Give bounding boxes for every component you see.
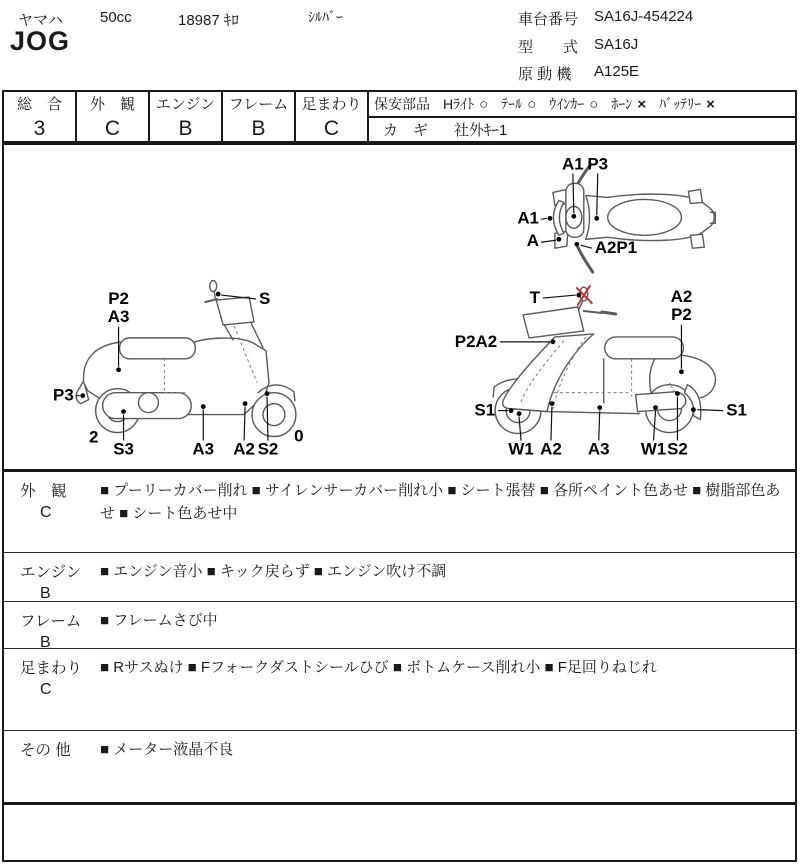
condition-notes: ■ エンジン音小 ■ キック戻らず ■ エンジン吹け不調 [100, 563, 447, 580]
condition-notes: ■ プーリーカバー削れ ■ サイレンサーカバー削れ小 ■ シート張替 ■ 各所ペイント色あせ ■ 樹脂部色あせ ■ シート色あせ中 [100, 482, 781, 522]
rating-frame [223, 92, 296, 141]
engine-code-row [518, 63, 639, 84]
damage-label: A3 [107, 306, 130, 326]
safety-parts-title: 保安部品 [374, 96, 430, 112]
model-code-label: 型 式 [518, 39, 579, 56]
damage-label: T [529, 288, 540, 308]
condition-label: その 他 [20, 742, 71, 759]
condition-grade: C [40, 504, 52, 521]
status-mark: ○ [479, 95, 489, 113]
rating-value: C [323, 117, 340, 140]
damage-label: S2 [257, 439, 279, 459]
rating-label: 総 合 [16, 96, 62, 113]
condition-notes-table [2, 471, 797, 804]
key-label: カ ギ [383, 122, 429, 139]
rating-label: 足まわり [301, 96, 362, 113]
damage-diagram-box [2, 143, 797, 471]
scooter-right-side-view [455, 286, 747, 458]
rating-label: 外 観 [89, 96, 135, 113]
chassis-number-value: SA16J-454224 [594, 8, 694, 25]
condition-label: 外 観 [20, 483, 67, 500]
damage-label: A2 [233, 439, 255, 459]
engine-code-value: A125E [594, 63, 640, 80]
rating-value: B [178, 117, 193, 140]
condition-grade: B [40, 634, 51, 651]
condition-row-other [4, 731, 795, 802]
tread-depth-front: 0 [294, 426, 304, 446]
damage-label: P2 [671, 304, 692, 324]
damage-label: W1 [640, 439, 667, 459]
model-name: JOG [10, 26, 71, 56]
damage-label: A1 [517, 208, 539, 228]
damage-label: A2P1 [594, 238, 638, 258]
damage-label: A [526, 231, 539, 251]
sales-point-empty-box [2, 804, 797, 862]
condition-label: フレーム [20, 613, 82, 630]
scooter-top-view [517, 155, 715, 273]
body-color: ｼﾙﾊﾞｰ [308, 9, 343, 25]
status-mark: × [706, 95, 715, 113]
damage-label: A1 [562, 154, 584, 174]
damage-label: A2 [540, 439, 562, 459]
status-mark: ○ [527, 95, 537, 113]
chassis-number-row [518, 8, 693, 29]
model-code-value: SA16J [594, 36, 639, 53]
damage-label: A3 [587, 439, 610, 459]
rating-engine [150, 92, 223, 141]
safety-item-horn: ﾎｰﾝ × [611, 95, 647, 113]
model-code-row [518, 36, 638, 57]
condition-notes: ■ フレームさび中 [100, 612, 218, 629]
displacement: 50cc [100, 9, 132, 26]
rating-value: B [251, 117, 266, 140]
damage-label: S3 [113, 439, 134, 459]
status-mark: × [637, 95, 647, 113]
condition-notes: ■ Rサスぬけ ■ Fフォークダストシールひび ■ ボトムケース削れ小 ■ F足回りねじれ [100, 659, 657, 676]
chassis-number-label: 車台番号 [518, 11, 579, 28]
damage-label: S1 [726, 400, 747, 420]
damage-label: S [259, 289, 271, 309]
ratings-table [2, 90, 797, 143]
damage-diagram [4, 145, 795, 469]
damage-label: A2 [670, 287, 693, 307]
damage-label: P3 [587, 154, 609, 174]
safety-item-taillight: ﾃｰﾙ ○ [501, 95, 537, 113]
condition-row-undercarriage [4, 649, 795, 731]
rating-exterior [77, 92, 150, 141]
key-value: 社外ｷｰ1 [454, 122, 508, 139]
rating-undercarriage [296, 92, 369, 141]
damage-label: P3 [53, 385, 74, 405]
condition-grade: C [40, 681, 52, 698]
rating-label: エンジン [155, 96, 216, 113]
rating-overall [4, 92, 77, 141]
condition-row-exterior [4, 472, 795, 553]
rating-value: 3 [33, 117, 46, 140]
key-row [369, 118, 795, 141]
condition-row-frame [4, 602, 795, 649]
safety-item-battery: ﾊﾞｯﾃﾘｰ × [659, 95, 715, 113]
safety-parts-row [369, 92, 795, 118]
condition-grade: B [40, 585, 51, 602]
status-mark: ○ [589, 95, 599, 113]
damage-label: P2 [108, 289, 129, 309]
condition-notes: ■ メーター液晶不良 [100, 741, 234, 758]
safety-parts-box [369, 92, 795, 141]
damage-label: S1 [474, 400, 496, 420]
condition-label: 足まわり [20, 660, 83, 677]
rating-value: C [104, 117, 121, 140]
rating-label: フレーム [228, 96, 289, 113]
maker-name: ヤマハ [18, 12, 63, 29]
engine-code-label: 原 動 機 [518, 66, 572, 83]
safety-item-headlight: Hﾗｲﾄ ○ [443, 95, 489, 113]
damage-label: W1 [508, 439, 534, 459]
scooter-left-side-view [53, 281, 304, 459]
tread-depth-rear: 2 [88, 427, 99, 447]
damage-label: P2A2 [454, 331, 498, 351]
damage-label: S2 [667, 439, 688, 459]
safety-item-winker: ｳｲﾝｶｰ ○ [549, 95, 599, 113]
mileage: 18987 ｷﾛ [178, 12, 239, 29]
condition-label: エンジン [20, 564, 82, 581]
condition-row-engine [4, 553, 795, 602]
damage-label: A3 [192, 439, 215, 459]
